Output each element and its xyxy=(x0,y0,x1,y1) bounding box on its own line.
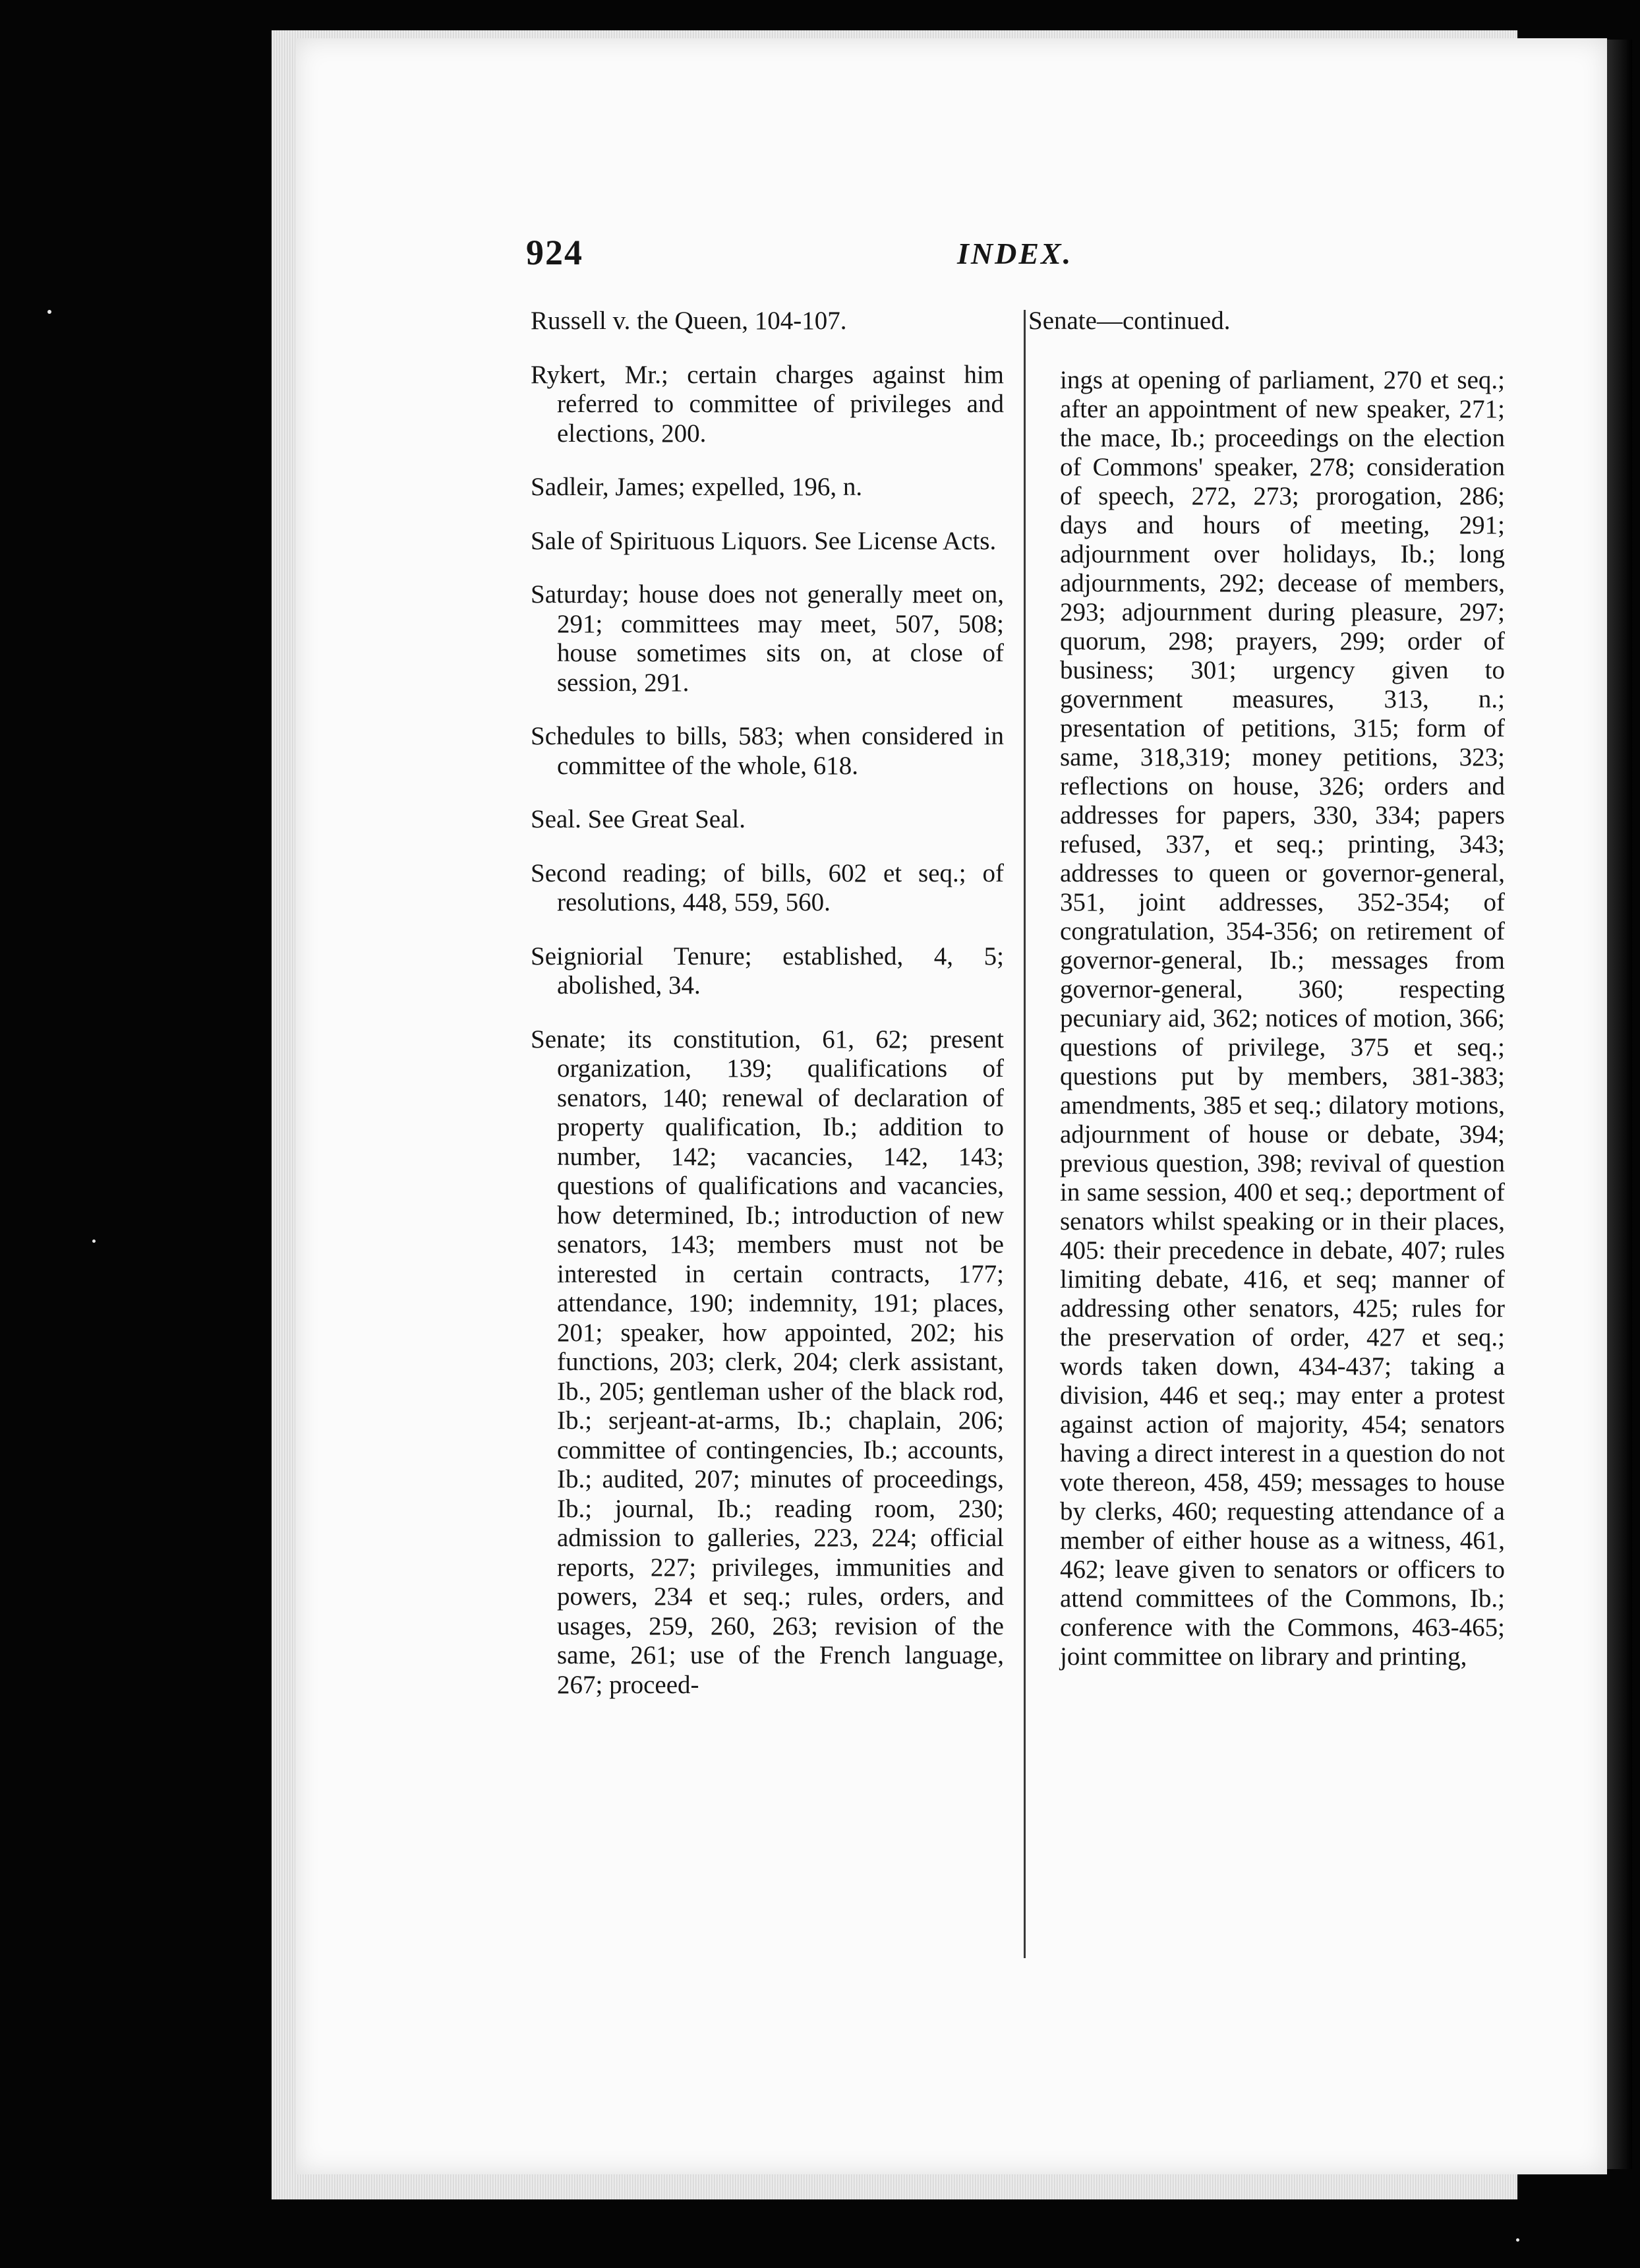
left-column xyxy=(531,307,1004,1724)
index-entry: Seal. See Great Seal. xyxy=(531,805,746,833)
index-entry: Seigniorial Tenure; established, 4, 5; abolished, 34. xyxy=(531,941,1004,1000)
right-column xyxy=(1028,307,1505,1671)
index-entry-continued: ings at opening of parliament, 270 et seq.; after an appointment of new speaker, 271; the mace, Ib.; proceedings on the election of Commons' speaker, 278; consideration of speech, 272, 273; prorogation, 286; days and hours of meeting, 291; adjournment over holidays, Ib.; long adjournments, 292; decease of members, 293; adjournment during pleasure, 297; quorum, 298; prayers, 299; order of business; 301; urgency given to government measures, 313, n.; presentation of petitions, 315; form of same, 318,319; money petitions, 323; reflections on house, 326; orders and addresses for papers, 330, 334; papers refused, 337, et seq.; printing, 343; addresses to queen or governor-general, 351, joint addresses, 352-354; of congratulation, 354-356; on retirement of governor-general, Ib.; messages from governor-general, 360; respecting pecuniary aid, 362; notices of motion, 366; questions of privilege, 375 et seq.; questions put by members, 381-383; amendments, 385 et seq.; dilatory motions, adjournment of house or debate, 394; previous question, 398; revival of question in same session, 400 et seq.; deportment of senators whilst speaking or in their places, 405: their precedence in debate, 407; rules limiting debate, 416, et seq; manner of addressing other senators, 425; rules for the preservation of order, 427 et seq.; words taken down, 434-437; taking a division, 446 et seq.; may enter a protest against action of majority, 454; senators having a direct interest in a question do not vote thereon, 458, 459; messages to house by clerks, 460; requesting attendance of a member of either house as a witness, 461, 462; leave given to senators or officers to attend committees of the Commons, Ib.; conference with the Commons, 463-465; joint committee on library and printing, xyxy=(1060,366,1505,1671)
scan-speck xyxy=(47,310,51,314)
continuation-heading: Senate—continued. xyxy=(1028,307,1231,335)
index-entry: Senate; its constitution, 61, 62; present organization, 139; qualifications of senators, 140; renewal of declaration of property qualification, Ib.; addition to number, 142; vacancies, 142, 143; questions of qualifications and vacancies, how determined, Ib.; introduction of new senators, 143; members must not be interested in certain contracts, 177; attendance, 190; indemnity, 191; places, 201; speaker, how appointed, 202; his functions, 203; clerk, 204; clerk assistant, Ib., 205; gentleman usher of the black rod, Ib.; serjeant-at-arms, Ib.; chaplain, 206; committee of contingencies, Ib.; accounts, Ib.; audited, 207; minutes of proceedings, Ib.; journal, Ib.; reading room, 230; admission to galleries, 223, 224; official reports, 227; privileges, immunities and powers, 234 et seq.; rules, orders, and usages, 259, 260, 263; revision of the same, 261; use of the French language, 267; proceed- xyxy=(531,1025,1004,1699)
scan-speck xyxy=(92,1239,96,1243)
scan-border xyxy=(1607,40,1632,2169)
index-entry: Schedules to bills, 583; when considered in committee of the whole, 618. xyxy=(531,722,1004,780)
page-number: 924 xyxy=(526,233,583,272)
index-entry: Russell v. the Queen, 104-107. xyxy=(531,307,847,335)
index-entry: Sale of Spirituous Liquors. See License Acts. xyxy=(531,526,997,555)
index-entry: Rykert, Mr.; certain charges against him referred to committee of privileges and elections, 200. xyxy=(531,360,1004,448)
page-title: INDEX. xyxy=(957,237,1073,270)
index-entry: Saturday; house does not generally meet on, 291; committees may meet, 507, 508; house sometimes sits on, at close of session, 291. xyxy=(531,580,1004,697)
scan-speck xyxy=(1516,2238,1519,2242)
index-entry: Second reading; of bills, 602 et seq.; of resolutions, 448, 559, 560. xyxy=(531,858,1004,916)
column-divider xyxy=(1024,310,1026,1958)
index-entry: Sadleir, James; expelled, 196, n. xyxy=(531,473,863,501)
